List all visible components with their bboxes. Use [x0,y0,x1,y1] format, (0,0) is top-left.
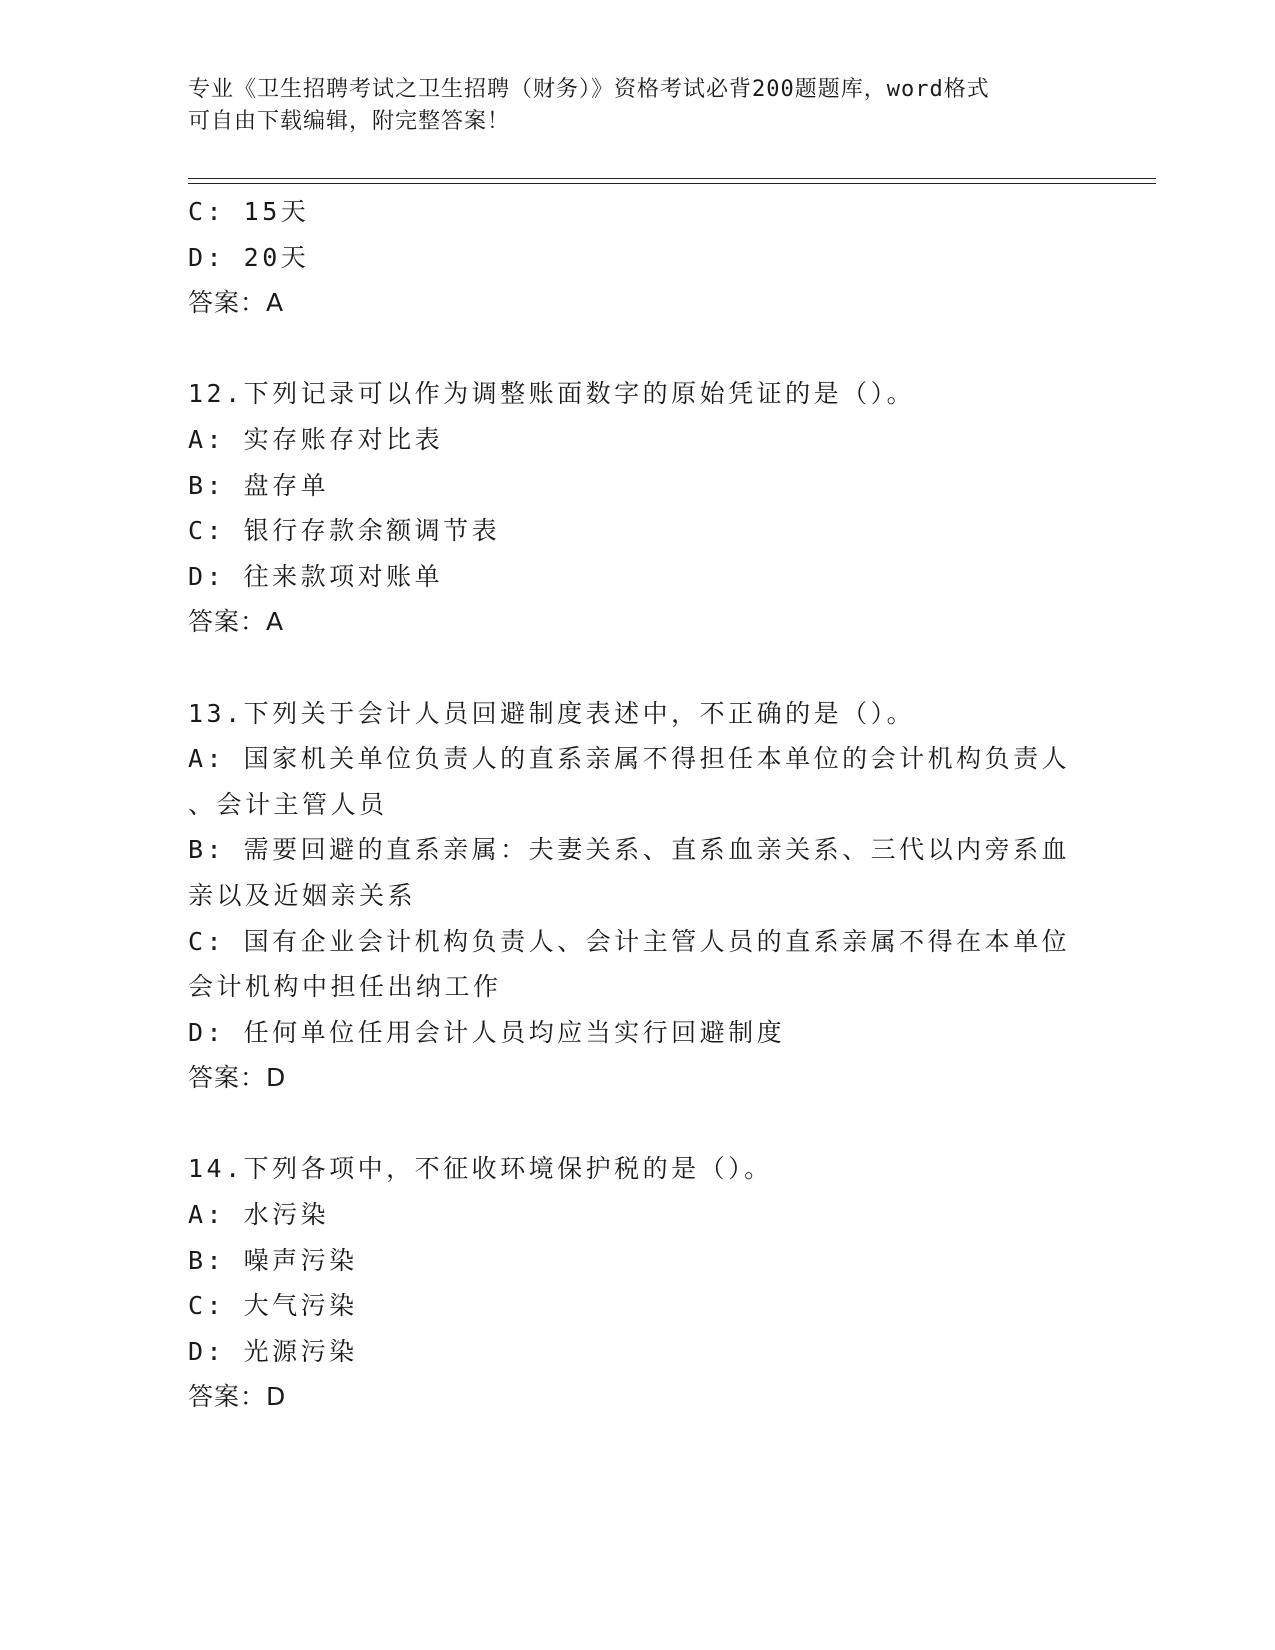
option-c-line-2: 会计机构中担任出纳工作 [188,972,502,1002]
option-c: C: 大气污染 [188,1291,358,1321]
option-d: D: 任何单位任用会计人员均应当实行回避制度 [188,1017,786,1047]
answer: 答案：D [188,1063,287,1093]
question-text: 12.下列记录可以作为调整账面数字的原始凭证的是（）。 [188,379,916,409]
question-14 [188,1146,1088,1420]
document-header [188,74,1068,138]
option-d: D: 往来款项对账单 [188,561,444,591]
spacer [188,1101,1088,1147]
option-b: B: 盘存单 [188,470,330,500]
header-divider-bottom [188,183,1156,184]
option-d: D: 20天 [188,242,310,272]
question-text: 14.下列各项中，不征收环境保护税的是（）。 [188,1154,773,1184]
option-a: A: 水污染 [188,1200,330,1230]
option-c: C: 15天 [188,197,310,226]
option-c: C: 银行存款余额调节表 [188,516,501,546]
header-line-2: 可自由下载编辑，附完整答案！ [188,109,511,134]
answer: 答案：A [188,607,285,637]
header-line-1: 专业《卫生招聘考试之卫生招聘（财务）》资格考试必背200题题库，word格式 [188,77,990,102]
header-divider-top [188,178,1156,179]
document-body [188,189,1088,1420]
option-b-line-1: B: 需要回避的直系亲属：夫妻关系、直系血亲关系、三代以内旁系血 [188,835,1071,865]
question-text: 13.下列关于会计人员回避制度表述中，不正确的是（）。 [188,698,916,728]
option-c-line-1: C: 国有企业会计机构负责人、会计主管人员的直系亲属不得在本单位 [188,926,1071,956]
option-b-line-2: 亲以及近姻亲关系 [188,880,417,910]
answer: 答案：A [188,288,285,318]
question-12 [188,371,1088,645]
option-a-line-2: 、会计主管人员 [188,789,388,819]
option-d: D: 光源污染 [188,1336,358,1366]
spacer [188,645,1088,691]
option-b: B: 噪声污染 [188,1245,358,1275]
option-a-line-1: A: 国家机关单位负责人的直系亲属不得担任本单位的会计机构负责人 [188,744,1071,774]
option-a: A: 实存账存对比表 [188,424,444,454]
answer: 答案：D [188,1382,287,1412]
spacer [188,326,1088,372]
question-11-tail [188,189,1088,326]
question-13 [188,691,1088,1101]
